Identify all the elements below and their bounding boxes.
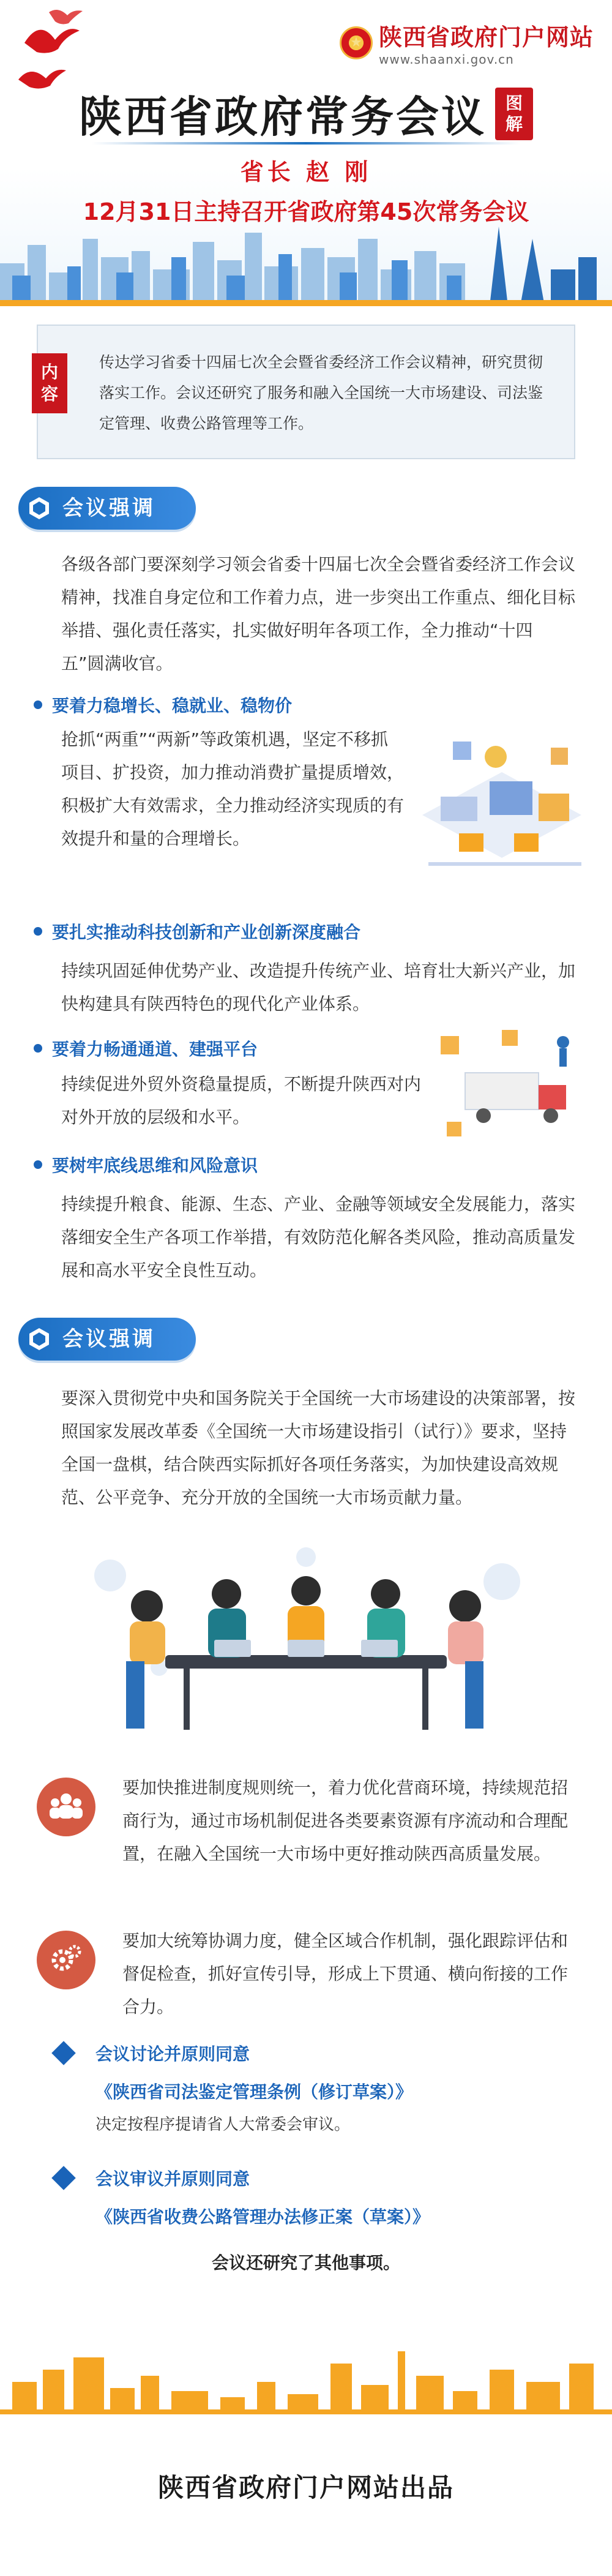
section1-item4-text: 持续提升粮食、能源、生态、产业、金融等领域安全发展能力，落实落细安全生产各项工作举措，有效防范化解各类风险，推动高质量发展和高水平安全良性互动。 <box>61 1194 576 1280</box>
header <box>0 0 612 306</box>
logistics-illustration <box>428 1018 588 1152</box>
section-header-1: 会议强调 <box>18 487 196 530</box>
diamond-icon <box>51 2041 76 2065</box>
section1-item2-title: 要扎实推动科技创新和产业创新深度融合 <box>34 919 612 944</box>
section1-item3-title: 要着力畅通通道、建强平台 <box>34 1036 612 1061</box>
governor-line: 省长 赵 刚 <box>240 159 372 186</box>
decision-2: 会议审议并原则同意 《陕西省收费公路管理办法修正案（草案）》 <box>55 2166 612 2228</box>
section1-item1-title: 要着力稳增长、稳就业、稳物价 <box>34 693 612 717</box>
decision-2-doc: 《陕西省收费公路管理办法修正案（草案）》 <box>95 2207 430 2227</box>
factory-illustration <box>404 723 600 895</box>
meeting-line: 12月31日主持召开省政府第45次常务会议 <box>83 198 529 225</box>
summary-box <box>37 325 575 459</box>
diamond-icon <box>51 2166 76 2190</box>
section-header-2: 会议强调 <box>18 1318 196 1361</box>
decision-1-doc: 《陕西省司法鉴定管理条例（修订草案）》 <box>95 2082 413 2102</box>
decision-1-note: 决定按程序提请省人大常委会审议。 <box>95 2116 351 2134</box>
header-band <box>0 300 612 306</box>
section1-item2-text: 持续巩固延伸优势产业、改造提升传统产业、培育壮大新兴产业，加快构建具有陕西特色的现代化产业体系。 <box>61 961 576 1014</box>
section1-item1-text: 抢抓“两重”“两新”等政策机遇，坚定不移抓项目、扩投资，加力推动消费扩量提质增效，积极扩大有效需求，全力推动经济实现质的有效提升和量的合理增长。 <box>61 729 405 849</box>
closing-text: 会议还研究了其他事项。 <box>211 2253 400 2273</box>
hexagon-icon <box>27 496 51 520</box>
footer-credit: 陕西省政府门户网站出品 <box>157 2473 454 2503</box>
footer-band <box>0 2409 612 2414</box>
bullet-icon <box>34 700 42 709</box>
bullet-icon <box>34 1044 42 1053</box>
people-icon <box>37 1778 95 1836</box>
site-url: www.shaanxi.gov.cn <box>378 52 514 67</box>
bullet-icon <box>34 1160 42 1169</box>
city-skyline-illustration <box>0 214 612 306</box>
summary-text: 传达学习省委十四届七次全会暨省委经济工作会议精神，研究贯彻落实工作。会议还研究了服务和融入全国统一大市场建设、司法鉴定管理、收费公路管理等工作。 <box>99 353 543 432</box>
bullet-icon <box>34 927 42 936</box>
footer-skyline-illustration <box>0 2339 612 2413</box>
section2-point1: 要加快推进制度规则统一，着力优化营商环境，持续规范招商行为，通过市场机制促进各类要素资源有序流动和合理配置，在融入全国统一大市场中更好推动陕西高质量发展。 <box>122 1778 569 1864</box>
site-logo[interactable] <box>340 18 594 67</box>
site-name: 陕西省政府门户网站 <box>378 24 594 51</box>
infographic-badge: 图 解 <box>495 88 533 140</box>
title-divider <box>92 142 520 145</box>
decision-1: 会议讨论并原则同意 《陕西省司法鉴定管理条例（修订草案）》 决定按程序提请省人大常委会审议。 <box>55 2041 612 2141</box>
hexagon-icon <box>27 1327 51 1351</box>
section1-item3-text: 持续促进外贸外资稳量提质，不断提升陕西对内对外开放的层级和水平。 <box>61 1074 422 1127</box>
meeting-illustration <box>73 1539 539 1741</box>
section2-point2: 要加大统筹协调力度，健全区域合作机制，强化跟踪评估和督促检查，抓好宣传引导，形成上下贯通、横向衔接的工作合力。 <box>122 1931 569 2017</box>
gears-icon <box>37 1931 95 1989</box>
emblem-icon: ★ <box>340 26 373 59</box>
page-title: 陕西省政府常务会议 <box>79 92 487 142</box>
section1-item4-title: 要树牢底线思维和风险意识 <box>34 1152 612 1177</box>
section2-intro: 要深入贯彻党中央和国务院关于全国统一大市场建设的决策部署，按照国家发展改革委《全国统一大市场建设指引（试行）》要求，坚持全国一盘棋，结合陕西实际抓好各项任务落实，为加快建设高效规范、公平竞争、充分开放的全国统一大市场贡献力量。 <box>61 1388 576 1508</box>
section1-intro: 各级各部门要深刻学习领会省委十四届七次全会暨省委经济工作会议精神，找准自身定位和工作着力点，进一步突出工作重点、细化目标举措、强化责任落实，扎实做好明年各项工作，全力推动“十四五”圆满收官。 <box>61 554 576 674</box>
summary-tag: 内 容 <box>32 353 67 413</box>
